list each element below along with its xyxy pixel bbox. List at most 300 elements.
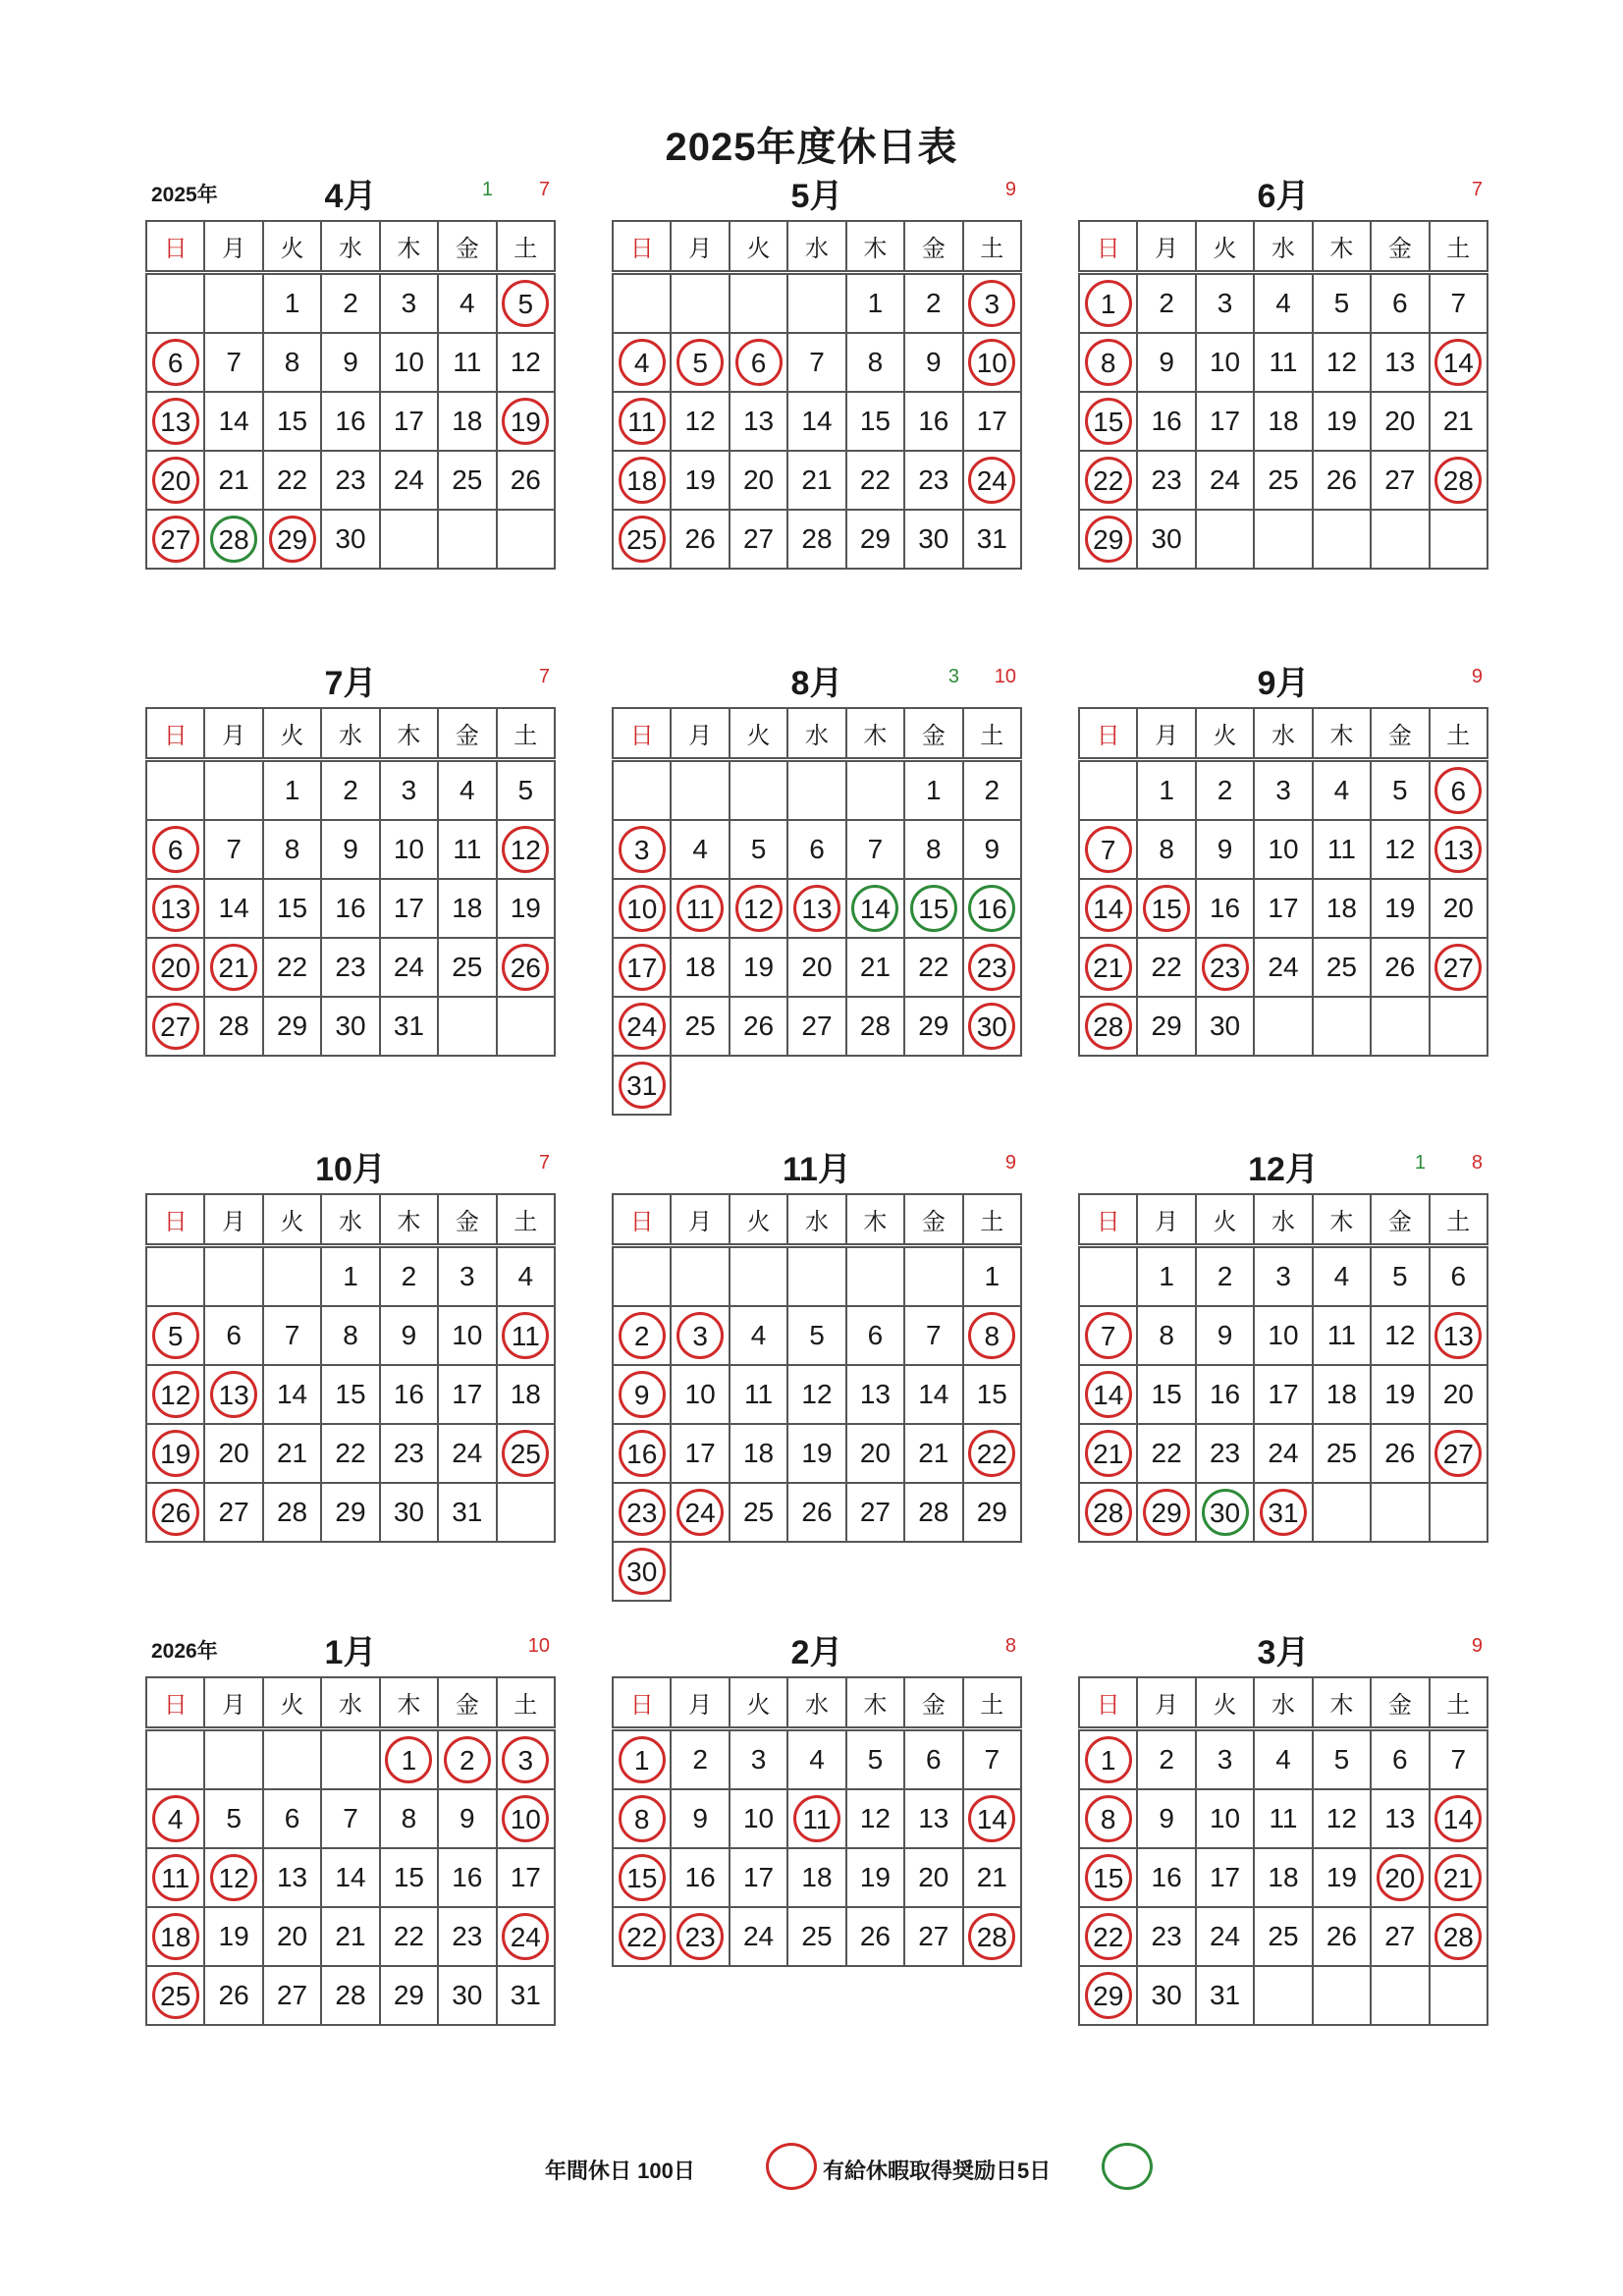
day-cell: 17 [730,1848,787,1907]
day-cell [846,879,904,938]
day-cell: 25 [1313,938,1371,997]
holiday-day: 24 [676,1489,724,1536]
holiday-day: 29 [1085,516,1132,563]
empty-cell [1254,1966,1312,2025]
holiday-day: 8 [1085,1795,1132,1842]
page-title: 2025年度休日表 [665,126,958,169]
empty-cell [1430,1966,1488,2025]
day-cell: 2 [321,760,379,821]
empty-cell [613,1246,671,1307]
day-cell: 1 [263,760,321,821]
week-row [146,333,555,392]
day-cell [671,333,729,392]
empty-cell [1196,510,1254,569]
holiday-day: 1 [385,1736,432,1783]
weekday-label: 土 [1430,1677,1488,1729]
day-cell [613,333,671,392]
month-table [145,220,556,570]
day-cell: 29 [904,997,962,1056]
empty-cell [204,760,262,821]
day-cell: 15 [963,1365,1021,1424]
day-cell: 9 [904,333,962,392]
empty-cell [497,1483,555,1542]
week-row [146,1365,555,1424]
day-cell: 6 [787,820,845,879]
day-cell: 20 [204,1424,262,1483]
day-cell [613,820,671,879]
holiday-day: 15 [1143,885,1190,932]
holiday-day: 8 [968,1312,1015,1359]
empty-cell [1313,997,1371,1056]
day-cell: 14 [263,1365,321,1424]
paid-leave-day: 30 [1202,1489,1249,1536]
month-calendar [1078,169,1488,570]
paid-leave-count: 1 [1414,1152,1426,1174]
day-cell: 22 [904,938,962,997]
day-cell: 21 [321,1907,379,1966]
day-cell: 18 [1254,392,1312,451]
day-cell [146,1365,204,1424]
weekday-label: 木 [1313,1194,1371,1246]
month-name: 5月 [790,178,843,215]
weekday-label: 土 [963,1194,1021,1246]
day-cell: 3 [380,273,438,334]
day-cell: 9 [1137,333,1195,392]
empty-cell [1254,510,1312,569]
day-cell [204,510,262,569]
day-cell: 28 [204,997,262,1056]
day-cell [1137,879,1195,938]
day-cell: 8 [904,820,962,879]
day-cell [497,1907,555,1966]
holiday-day: 1 [619,1736,666,1783]
day-cell: 7 [263,1306,321,1365]
holiday-count: 7 [1471,179,1483,200]
week-row [613,1542,1021,1601]
day-cell: 17 [671,1424,729,1483]
day-cell [1430,1789,1488,1848]
day-cell [146,1789,204,1848]
day-cell: 22 [1137,938,1195,997]
day-cell [1196,1483,1254,1542]
holiday-day: 8 [1085,339,1132,386]
empty-cell [1371,1483,1429,1542]
day-cell [613,1907,671,1966]
empty-cell [1371,1966,1429,2025]
day-cell: 17 [1196,392,1254,451]
day-cell: 7 [321,1789,379,1848]
holiday-day: 20 [152,944,199,991]
day-cell [1079,1306,1137,1365]
day-cell: 6 [1371,273,1429,334]
day-cell [1079,1365,1137,1424]
month-calendar [1078,1142,1488,1543]
day-cell: 9 [1196,1306,1254,1365]
month-calendar [612,169,1022,570]
day-cell: 4 [1313,760,1371,821]
holiday-day: 16 [619,1430,666,1477]
month-header [1078,656,1488,707]
month-calendar [145,1625,556,2026]
month-header [612,169,1022,220]
empty-cell [904,1056,962,1115]
weekday-header-row [146,221,555,273]
holiday-day: 22 [1085,457,1132,504]
weekday-label: 月 [671,1194,729,1246]
day-cell: 25 [438,451,496,510]
day-cell: 4 [730,1306,787,1365]
day-cell: 10 [380,820,438,879]
weekday-header-row [1079,221,1488,273]
day-cell [1079,997,1137,1056]
month-header [145,169,556,220]
weekday-label: 金 [904,1677,962,1729]
day-cell: 21 [1430,392,1488,451]
day-cell: 24 [1254,1424,1312,1483]
empty-cell [1371,510,1429,569]
day-cell: 30 [380,1483,438,1542]
month-name: 4月 [324,178,377,215]
day-cell: 12 [671,392,729,451]
weekday-header-row [146,1677,555,1729]
day-cell [146,1483,204,1542]
weekday-label: 月 [671,708,729,760]
holiday-day: 17 [619,944,666,991]
day-cell [963,333,1021,392]
month-name: 2月 [790,1634,843,1671]
weekday-label: 火 [730,1677,787,1729]
day-cell: 1 [1137,760,1195,821]
paid-leave-day: 14 [851,885,898,932]
month-table [612,707,1022,1116]
month-calendar [145,656,556,1057]
day-cell: 2 [1137,1729,1195,1790]
day-cell: 1 [321,1246,379,1307]
paid-leave-count: 3 [947,666,959,687]
week-row [613,1789,1021,1848]
week-row [1079,273,1488,334]
empty-cell [671,760,729,821]
week-row [613,1907,1021,1966]
day-cell: 18 [438,879,496,938]
week-row [1079,760,1488,821]
holiday-day: 25 [619,516,666,563]
day-cell: 26 [1313,1907,1371,1966]
holiday-day: 13 [1434,826,1482,873]
day-cell: 26 [730,997,787,1056]
day-cell: 13 [1371,1789,1429,1848]
day-cell: 19 [497,879,555,938]
empty-cell [1430,510,1488,569]
empty-cell [671,1246,729,1307]
day-cell [613,1365,671,1424]
empty-cell [1430,997,1488,1056]
day-cell [963,1306,1021,1365]
week-row [1079,451,1488,510]
day-cell: 2 [904,273,962,334]
weekday-label: 日 [1079,1194,1137,1246]
day-cell: 23 [904,451,962,510]
day-cell: 9 [671,1789,729,1848]
week-row [1079,1966,1488,2025]
day-cell: 11 [1313,1306,1371,1365]
empty-cell [438,997,496,1056]
weekday-header-row [146,708,555,760]
week-row [146,273,555,334]
day-cell: 13 [1371,333,1429,392]
day-cell: 11 [730,1365,787,1424]
week-row [613,1848,1021,1907]
day-cell: 3 [1254,760,1312,821]
weekday-label: 土 [963,221,1021,273]
day-cell: 5 [787,1306,845,1365]
month-table [145,1676,556,2026]
weekday-label: 日 [1079,221,1137,273]
week-row [146,1729,555,1790]
day-cell: 12 [1371,820,1429,879]
holiday-day: 11 [152,1854,199,1901]
holiday-day: 20 [1377,1854,1424,1901]
holiday-day: 10 [619,885,666,932]
holiday-day: 19 [152,1430,199,1477]
day-cell [1430,451,1488,510]
weekday-label: 木 [846,1194,904,1246]
weekday-label: 木 [380,221,438,273]
day-cell: 25 [787,1907,845,1966]
day-cell [613,392,671,451]
day-cell: 14 [904,1365,962,1424]
day-cell: 25 [671,997,729,1056]
holiday-circle-icon [766,2143,817,2190]
day-cell: 16 [321,879,379,938]
day-cell [1079,333,1137,392]
day-cell: 12 [787,1365,845,1424]
day-cell [497,392,555,451]
day-cell [1079,1483,1137,1542]
weekday-label: 日 [146,708,204,760]
day-cell: 25 [1254,451,1312,510]
holiday-day: 30 [619,1548,666,1595]
day-cell: 16 [904,392,962,451]
month-table [145,1193,556,1543]
day-cell: 7 [787,333,845,392]
month-table [145,707,556,1057]
holiday-day: 31 [619,1062,666,1109]
day-cell: 6 [904,1729,962,1790]
empty-cell [671,1542,729,1601]
day-cell [1430,1306,1488,1365]
week-row [1079,1483,1488,1542]
holiday-day: 13 [210,1371,257,1418]
day-cell: 4 [787,1729,845,1790]
weekday-label: 水 [787,1194,845,1246]
weekday-label: 月 [204,221,262,273]
holiday-day: 27 [1434,1430,1482,1477]
legend [0,2141,1623,2200]
week-row [613,1483,1021,1542]
weekday-label: 土 [497,1194,555,1246]
day-cell: 16 [380,1365,438,1424]
day-cell: 28 [321,1966,379,2025]
day-cell: 16 [1196,879,1254,938]
week-row [146,1246,555,1307]
day-cell: 22 [380,1907,438,1966]
day-cell [963,1424,1021,1483]
holiday-day: 29 [269,516,316,563]
weekday-label: 日 [146,1677,204,1729]
weekday-label: 火 [1196,1194,1254,1246]
day-cell: 16 [1137,392,1195,451]
holiday-day: 22 [619,1913,666,1960]
day-cell: 29 [380,1966,438,2025]
day-cell: 19 [787,1424,845,1483]
weekday-header-row [613,1194,1021,1246]
week-row [146,1848,555,1907]
empty-cell [613,760,671,821]
day-cell: 16 [438,1848,496,1907]
holiday-day: 25 [152,1972,199,2019]
weekday-label: 土 [963,708,1021,760]
day-cell: 12 [497,333,555,392]
year-label: 2026年 [151,1640,218,1663]
day-cell [963,1789,1021,1848]
day-cell: 17 [1254,1365,1312,1424]
day-cell: 7 [963,1729,1021,1790]
week-row [146,392,555,451]
empty-cell [204,1729,262,1790]
weekday-label: 土 [497,1677,555,1729]
day-cell: 5 [204,1789,262,1848]
holiday-day: 12 [152,1371,199,1418]
day-cell [1079,1424,1137,1483]
day-cell: 8 [263,820,321,879]
day-cell: 11 [438,333,496,392]
day-cell: 23 [321,451,379,510]
day-cell: 21 [963,1848,1021,1907]
holiday-day: 18 [619,457,666,504]
week-row [146,879,555,938]
holiday-count: 8 [1471,1152,1483,1174]
weekday-label: 水 [1254,708,1312,760]
day-cell [1079,1848,1137,1907]
day-cell: 10 [380,333,438,392]
empty-cell [204,1246,262,1307]
week-row [1079,510,1488,569]
empty-cell [613,273,671,334]
day-cell [613,510,671,569]
empty-cell [1313,510,1371,569]
day-cell [380,1729,438,1790]
month-calendar [1078,1625,1488,2026]
day-cell: 21 [787,451,845,510]
day-cell: 1 [963,1246,1021,1307]
day-cell [1079,273,1137,334]
empty-cell [146,273,204,334]
holiday-day: 2 [444,1736,491,1783]
holiday-day: 28 [1434,1913,1482,1960]
day-cell: 8 [263,333,321,392]
day-cell: 3 [1254,1246,1312,1307]
holiday-day: 23 [619,1489,666,1536]
day-cell: 26 [1371,1424,1429,1483]
empty-cell [846,1246,904,1307]
day-cell [204,1848,262,1907]
day-cell [1079,1789,1137,1848]
week-row [146,938,555,997]
week-row [613,938,1021,997]
day-cell: 11 [1313,820,1371,879]
day-cell: 20 [263,1907,321,1966]
day-cell: 4 [671,820,729,879]
day-cell: 27 [1371,1907,1429,1966]
day-cell [497,1424,555,1483]
empty-cell [497,997,555,1056]
week-row [1079,879,1488,938]
holiday-day: 8 [619,1795,666,1842]
empty-cell [787,273,845,334]
day-cell: 30 [321,997,379,1056]
day-cell: 17 [380,392,438,451]
day-cell: 29 [1137,997,1195,1056]
day-cell [438,1729,496,1790]
month-name: 9月 [1257,665,1310,702]
week-row [146,1789,555,1848]
weekday-label: 火 [1196,708,1254,760]
day-cell: 13 [730,392,787,451]
day-cell: 4 [1254,1729,1312,1790]
day-cell: 9 [1137,1789,1195,1848]
empty-cell [787,760,845,821]
weekday-label: 水 [1254,221,1312,273]
holiday-day: 7 [1085,826,1132,873]
day-cell: 20 [1430,1365,1488,1424]
empty-cell [321,1729,379,1790]
week-row [146,451,555,510]
weekday-label: 木 [846,221,904,273]
holiday-day: 25 [502,1430,549,1477]
day-cell: 23 [321,938,379,997]
weekday-label: 木 [1313,708,1371,760]
holiday-day: 18 [152,1913,199,1960]
day-cell: 14 [204,392,262,451]
day-cell: 24 [730,1907,787,1966]
day-cell: 31 [497,1966,555,2025]
holiday-day: 6 [1434,767,1482,814]
holiday-day: 13 [1434,1312,1482,1359]
day-cell: 29 [846,510,904,569]
day-cell: 28 [904,1483,962,1542]
day-cell: 20 [1371,392,1429,451]
day-cell [146,1907,204,1966]
weekday-label: 月 [204,1194,262,1246]
day-cell: 8 [1137,1306,1195,1365]
day-cell: 6 [1430,1246,1488,1307]
day-cell: 26 [497,451,555,510]
day-cell: 18 [787,1848,845,1907]
weekday-label: 水 [321,1194,379,1246]
day-cell: 5 [730,820,787,879]
day-cell: 18 [730,1424,787,1483]
day-cell: 25 [438,938,496,997]
day-cell: 23 [380,1424,438,1483]
day-cell: 9 [438,1789,496,1848]
day-cell: 11 [438,820,496,879]
day-cell: 21 [204,451,262,510]
day-cell [1079,820,1137,879]
day-cell: 31 [438,1483,496,1542]
day-cell: 16 [671,1848,729,1907]
holiday-day: 31 [1260,1489,1307,1536]
